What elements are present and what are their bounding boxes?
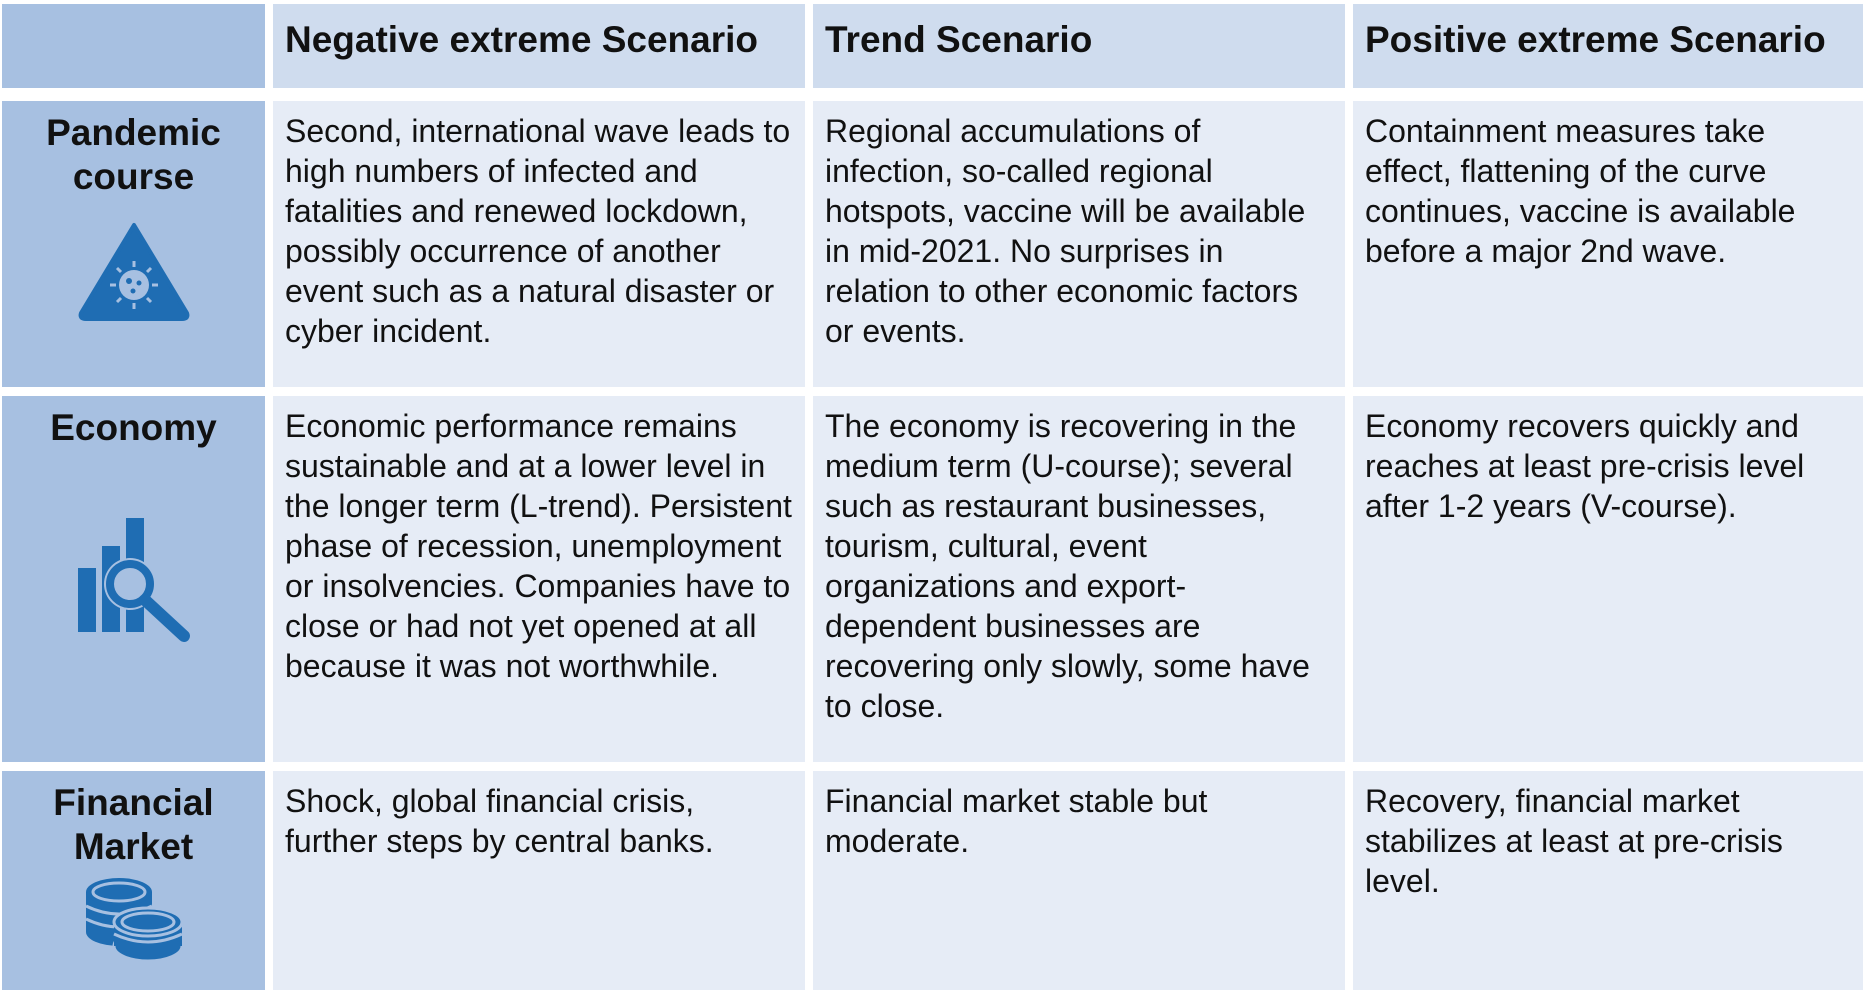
column-header-label: Positive extreme Scenario bbox=[1365, 19, 1826, 60]
cell-text: Recovery, financial market stabilizes at least at pre-crisis level. bbox=[1365, 783, 1783, 899]
cell-financial-trend bbox=[813, 771, 1345, 990]
cell-text: The economy is recovering in the medium term (U-course); several such as restaurant businesses, tourism, cultural, event organizations and export-dependent businesses are recovering only slowly, some have to close. bbox=[825, 408, 1310, 724]
row-header-label: Economy bbox=[50, 407, 217, 448]
cell-economy-negative bbox=[273, 396, 805, 762]
column-header-negative bbox=[273, 4, 805, 88]
cell-text: Economy recovers quickly and reaches at least pre-crisis level after 1-2 years (V-course). bbox=[1365, 408, 1805, 524]
table-corner bbox=[2, 4, 265, 88]
cell-financial-positive bbox=[1353, 771, 1863, 990]
cell-economy-trend bbox=[813, 396, 1345, 762]
cell-text: Financial market stable but moderate. bbox=[825, 783, 1208, 859]
cell-pandemic-trend bbox=[813, 101, 1345, 387]
cell-pandemic-negative bbox=[273, 101, 805, 387]
column-header-label: Negative extreme Scenario bbox=[285, 19, 759, 60]
row-header-economy bbox=[2, 396, 265, 762]
row-header-pandemic bbox=[2, 101, 265, 387]
cell-financial-negative bbox=[273, 771, 805, 990]
row-header-financial-market bbox=[2, 771, 265, 990]
chart-magnifier-icon bbox=[78, 518, 190, 642]
cell-text: Second, international wave leads to high numbers of infected and fatalities and renewed lockdown, possibly occurrence of another event such as a natural disaster or cyber incident. bbox=[285, 113, 791, 349]
column-header-positive bbox=[1353, 4, 1863, 88]
virus-warning-icon bbox=[77, 221, 191, 321]
cell-pandemic-positive bbox=[1353, 101, 1863, 387]
column-header-label: Trend Scenario bbox=[825, 19, 1093, 60]
cell-text: Economic performance remains sustainable and at a lower level in the longer term (L-trend). Persistent phase of recession, unemployment or insolvencies. Companies have to close or had not yet opened at all because it was not worthwhile. bbox=[285, 408, 792, 684]
row-header-label: Financial Market bbox=[53, 782, 214, 867]
row-header-label: Pandemic course bbox=[46, 112, 221, 197]
coins-icon bbox=[84, 872, 184, 964]
cell-text: Shock, global financial crisis, further steps by central banks. bbox=[285, 783, 714, 859]
cell-economy-positive bbox=[1353, 396, 1863, 762]
column-header-trend bbox=[813, 4, 1345, 88]
cell-text: Containment measures take effect, flattening of the curve continues, vaccine is available before a major 2nd wave. bbox=[1365, 113, 1796, 269]
cell-text: Regional accumulations of infection, so-called regional hotspots, vaccine will be available in mid-2021. No surprises in relation to other economic factors or events. bbox=[825, 113, 1306, 349]
